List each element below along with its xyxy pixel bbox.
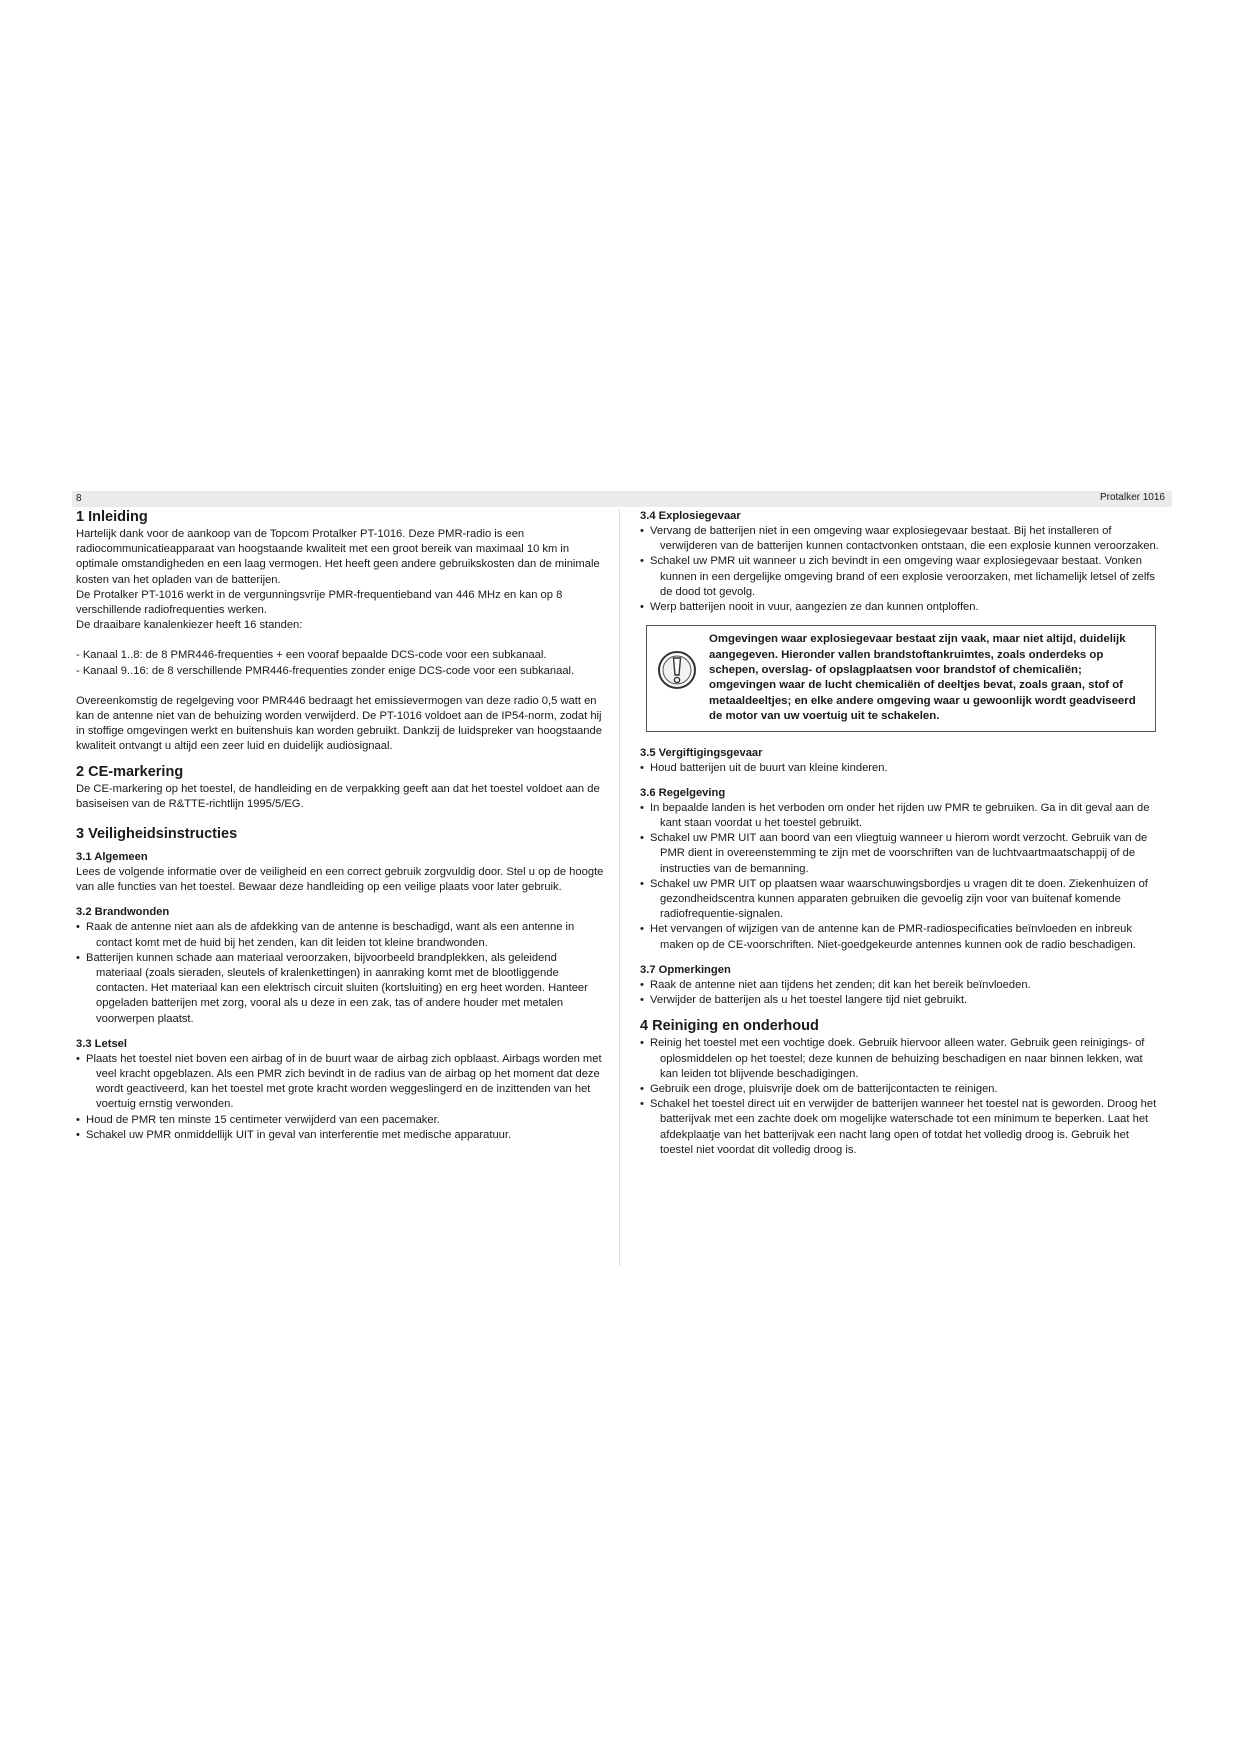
subsection-title: 3.7 Opmerkingen — [640, 963, 731, 976]
list-item: • Gebruik een droge, pluisvrije doek om de batterijcontacten te reinigen. — [640, 1082, 998, 1095]
running-title: Protalker 1016 — [1099, 492, 1165, 503]
list-item: • Schakel uw PMR uit wanneer u zich bevindt in een omgeving waar explosiegevaar bestaat. Vonken kunnen in een dergelijke omgeving brand of een explosie veroorzaken, met lichamelijk letsel of zelfs de dood tot gevolg. — [640, 555, 1156, 598]
list-item: • Schakel het toestel direct uit en verwijder de batterijen wanneer het toestel nat is geworden. Droog het batterijvak met een zachte doek om mogelijke waterschade tot een minimum te beperken. Laat het afdekplaatje van het batterijvak een nacht lang open of totdat het volledig droog is. Gebruik het toestel niet voordat dit volledig droog is. — [640, 1098, 1157, 1156]
header-bar — [72, 491, 1172, 507]
paragraph: De CE-markering op het toestel, de handleiding en de verpakking geeft aan dat het toestel voldoet aan de basiseisen van de R&TTE-richtlijn 1995/5/EG. — [76, 782, 600, 810]
list-item: • Schakel uw PMR onmiddellijk UIT in geval van interferentie met medische apparatuur. — [76, 1128, 512, 1141]
column-divider — [619, 509, 620, 1266]
list-item: • Schakel uw PMR UIT aan boord van een vliegtuig wanneer u hierom wordt verzocht. Gebruik van de PMR dient in overeenstemming te zijn met de voorschriften van de luchtvaartmaatschappij of de instructies van de bemanning. — [640, 832, 1148, 875]
list-item: • Plaats het toestel niet boven een airbag of in de buurt waar de airbag zich opblaast. Airbags worden met veel kracht opgeblazen. Als een PMR zich bevindt in de radius van de airbag op het moment dat deze wordt geactiveerd, kan het toestel met grote kracht worden weggeslingerd en de inzittenden van het voertuig ernstig verwonden. — [76, 1052, 602, 1111]
list-item: • Houd batterijen uit de buurt van kleine kinderen. — [640, 761, 888, 774]
list-item: • Schakel uw PMR UIT op plaatsen waar waarschuwingsbordjes u vragen dit te doen. Ziekenhuizen of gezondheidscentra kunnen apparaten gebruiken die gevoelig zijn voor van buitenaf komende radiofrequentie-signalen. — [640, 877, 1148, 921]
subsection-title: 3.3 Letsel — [76, 1037, 127, 1050]
section-title-ce-markering: 2 CE-markering — [76, 763, 184, 780]
warning-icon — [657, 650, 697, 690]
paragraph: Lees de volgende informatie over de veiligheid en een correct gebruik zorgvuldig door. Stel u op de hoogte van alle functies van het toestel. Bewaar deze handleiding op een veilige plaats voor later gebruik. — [76, 866, 604, 894]
list-item: - Kanaal 1..8: de 8 PMR446-frequenties + een vooraf bepaalde DCS-code voor een subkanaal. — [76, 649, 547, 662]
list-item: • Reinig het toestel met een vochtige doek. Gebruik hiervoor alleen water. Gebruik geen reinigings- of oplosmiddelen op het toestel; deze kunnen de behuizing beschadigen en naar binnen lekken, wat kan leiden tot blijvende beschadigingen. — [640, 1037, 1145, 1080]
list-item: • Houd de PMR ten minste 15 centimeter verwijderd van een pacemaker. — [76, 1113, 440, 1126]
list-item: • Vervang de batterijen niet in een omgeving waar explosiegevaar bestaat. Bij het installeren of verwijderen van de batterijen kunnen contactvonken ontstaan, die een explosie kunnen veroorzaken. — [640, 525, 1159, 553]
page-number: 8 — [76, 493, 82, 504]
list-item: • Het vervangen of wijzigen van de antenne kan de PMR-radiospecificaties beïnvloeden en inbreuk maken op de CE-voorschriften. Niet-goedgekeurde antennes kunnen ook de radio beschadigen. — [640, 923, 1136, 951]
list-item: • Batterijen kunnen schade aan materiaal veroorzaken, bijvoorbeeld brandplekken, als geleidend materiaal (zoals sieraden, sleutels of kralenkettingen) in aanraking komt met de blootliggende contacten. Het materiaal kan een elektrisch circuit sluiten (kortsluiting) en erg heet worden. Hanteer opgeladen batterijen met zorg, vooral als u deze in een zak, tas of andere houder met metalen voorwerpen plaatst. — [76, 951, 588, 1025]
section-title-inleiding: 1 Inleiding — [76, 509, 148, 525]
paragraph: Overeenkomstig de regelgeving voor PMR446 bedraagt het emissievermogen van deze radio 0,5 watt en kan de antenne niet van de behuizing worden verwijderd. De PT-1016 voldoet aan de IP54-norm, zodat hij in stoffige omgevingen werkt en buitenshuis kan worden gebruikt. Dankzij de luidspreker van hoogstaande kwaliteit ontvangt u altijd een zeer luid en duidelijk audiosignaal. — [76, 694, 602, 753]
right-column — [640, 509, 1162, 1158]
list-item: • Raak de antenne niet aan als de afdekking van de antenne is beschadigd, want als een antenne in contact komt met de huid bij het zenden, kan dit leiden tot kleine brandwonden. — [76, 921, 575, 949]
list-item: • Raak de antenne niet aan tijdens het zenden; dit kan het bereik beïnvloeden. — [640, 978, 1031, 991]
section-title-veiligheidsinstructies: 3 Veiligheidsinstructies — [76, 826, 238, 843]
warning-box — [646, 625, 1156, 731]
paragraph: De Protalker PT-1016 werkt in de vergunningsvrije PMR-frequentieband van 446 MHz en kan op 8 verschillende radiofrequenties werken. — [76, 588, 563, 617]
subsection-title: 3.6 Regelgeving — [640, 786, 726, 799]
list-item: - Kanaal 9..16: de 8 verschillende PMR446-frequenties zonder enige DCS-code voor een subkanaal. — [76, 664, 575, 677]
list-item: • In bepaalde landen is het verboden om onder het rijden uw PMR te gebruiken. Ga in dit geval aan de kant staan voordat u het toestel gebruikt. — [640, 801, 1150, 830]
subsection-title: 3.4 Explosiegevaar — [640, 510, 741, 522]
paragraph: De draaibare kanalenkiezer heeft 16 standen: — [76, 619, 303, 632]
section-title-reiniging: 4 Reiniging en onderhoud — [640, 1018, 819, 1035]
subsection-title: 3.5 Vergiftigingsgevaar — [640, 746, 763, 759]
left-column — [76, 509, 604, 1143]
warning-text: Omgevingen waar explosiegevaar bestaat zijn vaak, maar niet altijd, duidelijk aangegeven. Hieronder vallen brandstoftankruimtes, zoals onderdeks op schepen, overslag- of opslagplaatsen voor brandstof of chemicaliën; omgevingen waar de lucht chemicaliën of deeltjes bevat, zoals graan, stof of metaaldeeltjes; en elke andere omgeving waar u gewoonlijk wordt geadviseerd de motor van uw voertuig uit te schakelen. — [709, 633, 1136, 723]
list-item: • Werp batterijen nooit in vuur, aangezien ze dan kunnen ontploffen. — [640, 601, 979, 614]
paragraph: Hartelijk dank voor de aankoop van de Topcom Protalker PT-1016. Deze PMR-radio is een radiocommunicatieapparaat van hoogstaande kwaliteit met een groot bereik van maximaal 10 km in optimale omstandigheden en een laag vermogen. Het heeft geen andere gebruikskosten dan de minimale kosten van het opladen van de batterijen. — [76, 528, 600, 586]
subsection-title: 3.1 Algemeen — [76, 851, 148, 864]
subsection-title: 3.2 Brandwonden — [76, 906, 170, 919]
list-item: • Verwijder de batterijen als u het toestel langere tijd niet gebruikt. — [640, 994, 968, 1007]
